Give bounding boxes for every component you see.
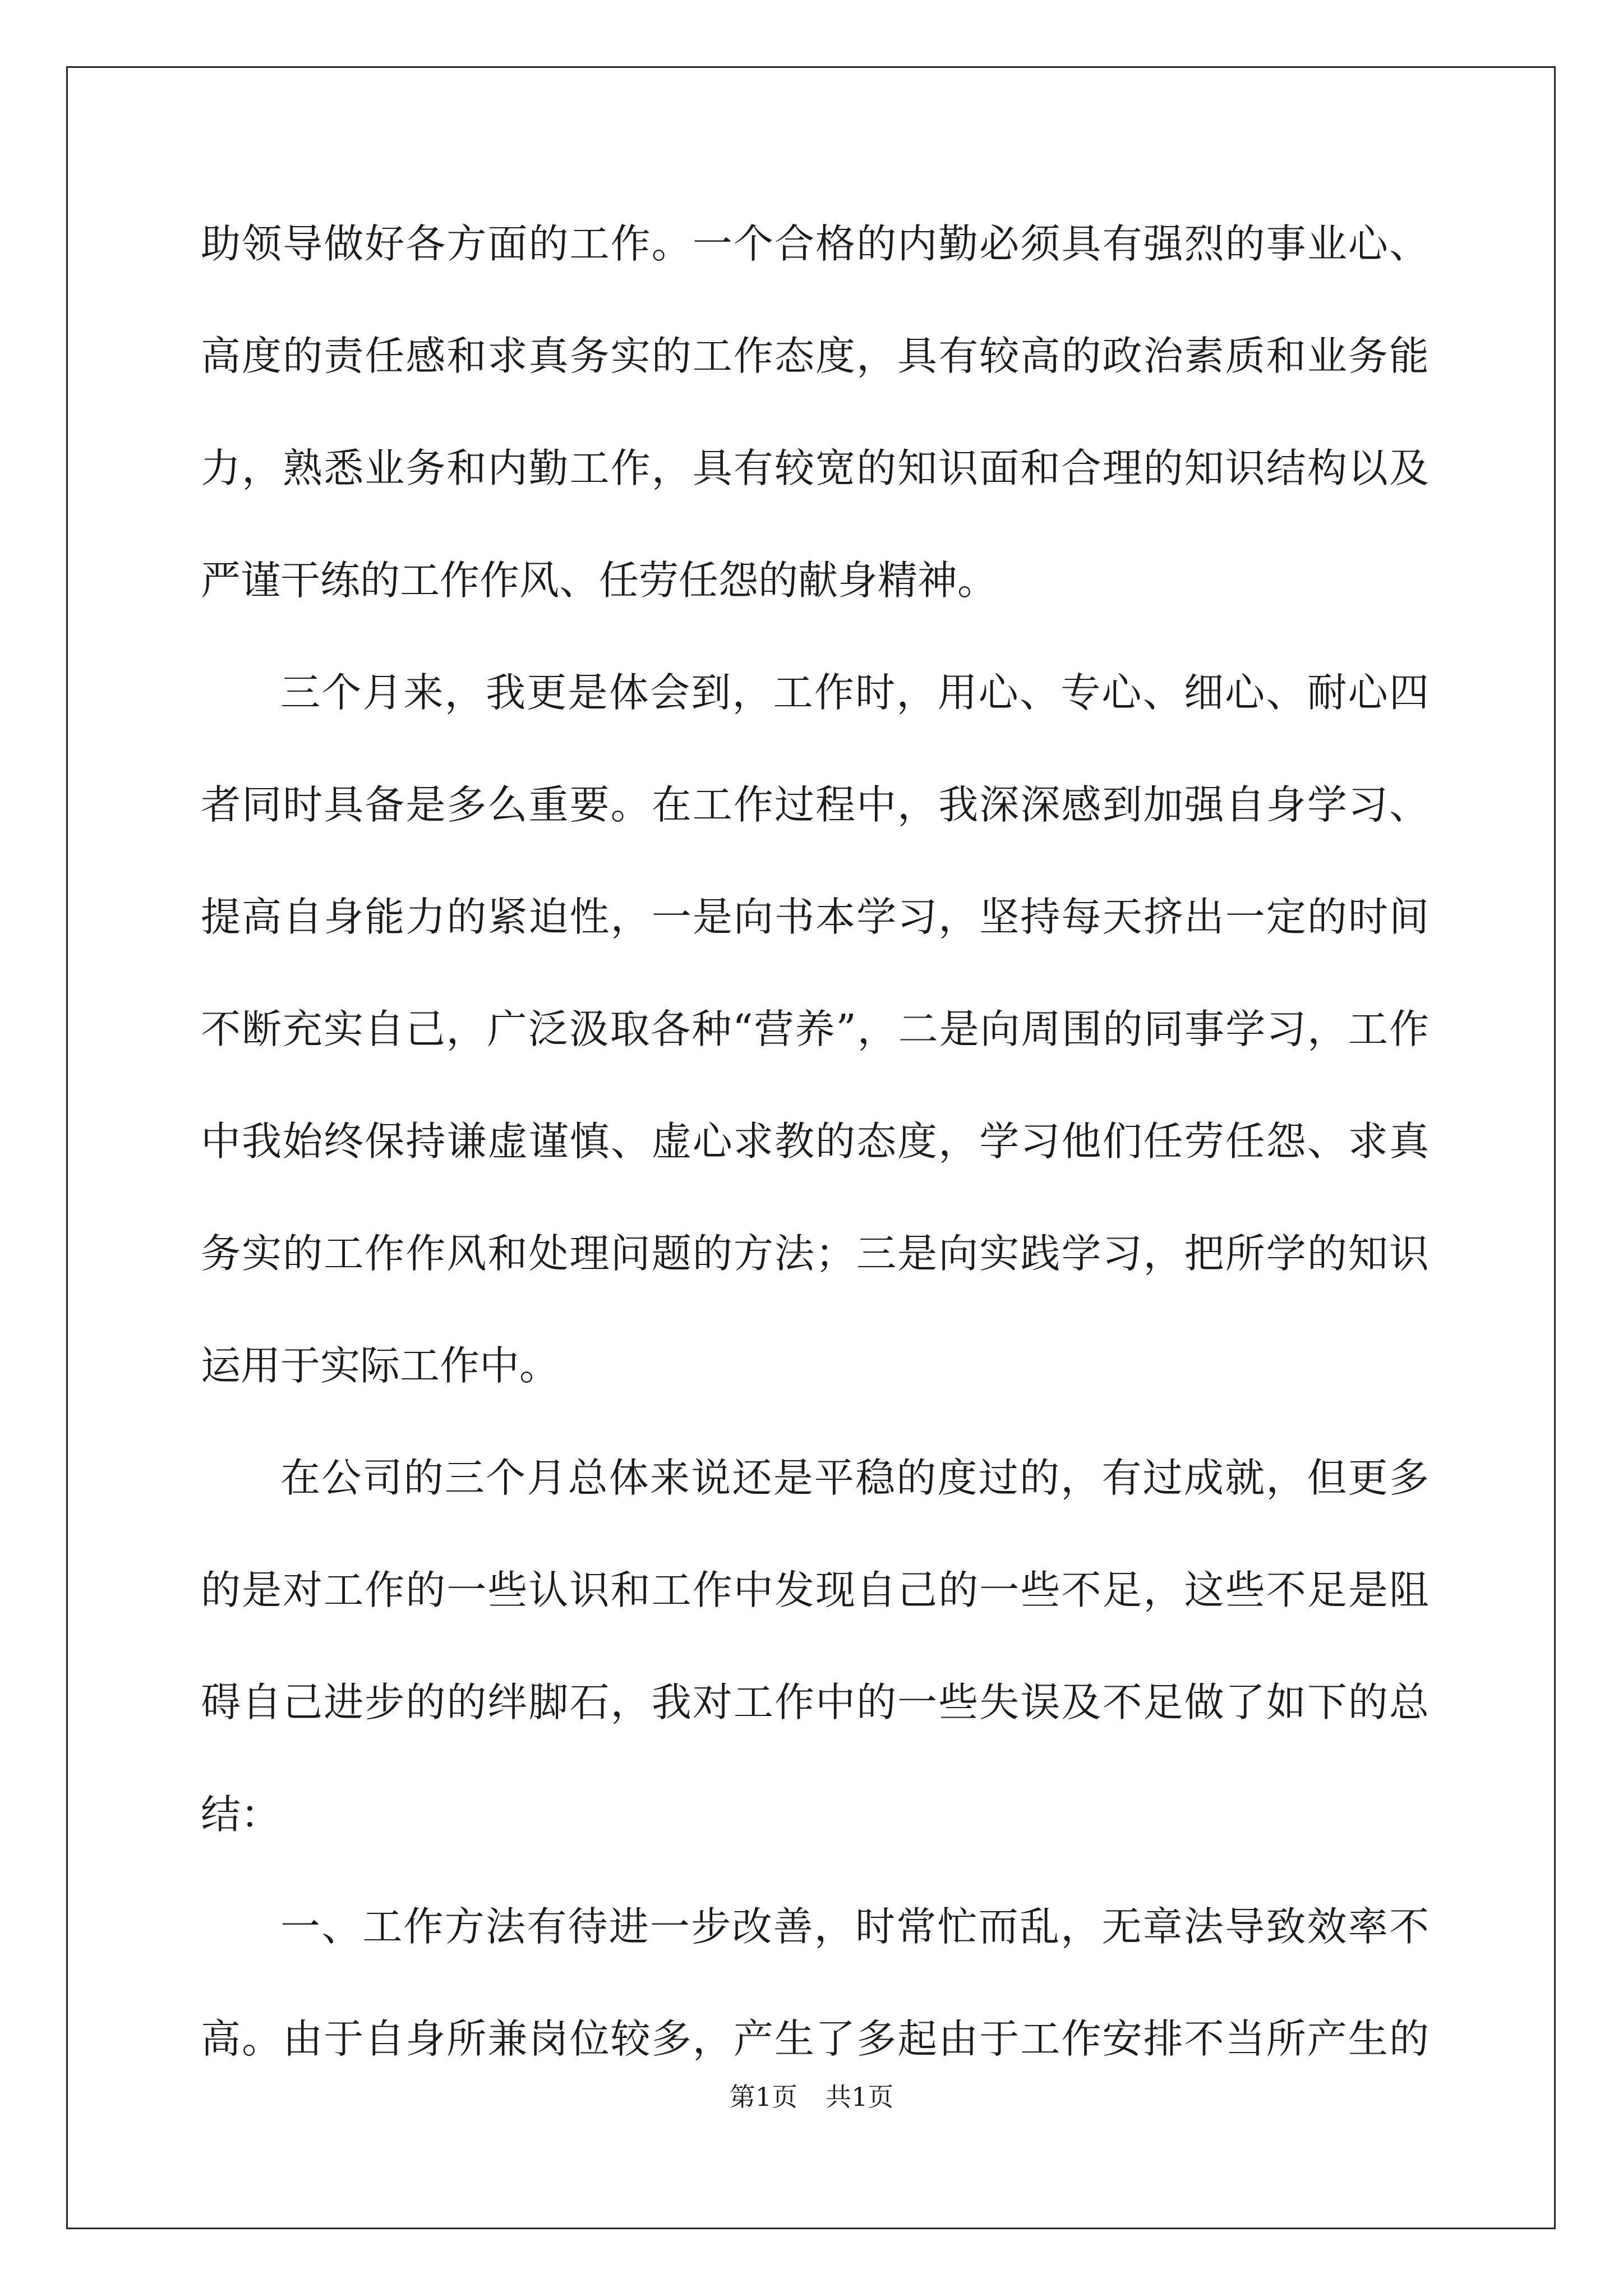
text-line: 力，熟悉业务和内勤工作，具有较宽的知识面和合理的知识结构以及 [201,445,1429,491]
text-line: 助领导做好各方面的工作。一个合格的内勤必须具有强烈的事业心、 [201,220,1429,267]
text-line: 运用于实际工作中。 [201,1342,560,1389]
text-line: 高。由于自身所兼岗位较多，产生了多起由于工作安排不当所产生的 [201,2016,1429,2062]
text-line: 碍自己进步的的绊脚石，我对工作中的一些失误及不足做了如下的总 [201,1679,1429,1726]
text-line: 严谨干练的工作作风、任劳任怨的献身精神。 [201,557,998,604]
paragraph-start-line: 一、工作方法有待进一步改善，时常忙而乱，无章法导致效率不 [280,1903,1429,1950]
text-line: 提高自身能力的紧迫性，一是向书本学习，坚持每天挤出一定的时间 [201,894,1429,940]
page-number: 第1页 [729,2082,797,2112]
text-line: 的是对工作的一些认识和工作中发现自己的一些不足，这些不足是阻 [201,1567,1429,1613]
text-line: 高度的责任感和求真务实的工作态度，具有较高的政治素质和业务能 [201,333,1429,379]
text-line: 不断充实自己，广泛汲取各种“营养”，二是向周围的同事学习，工作 [201,1006,1429,1052]
paragraph-start-line: 三个月来，我更是体会到，工作时，用心、专心、细心、耐心四 [280,669,1429,716]
text-line: 中我始终保持谦虚谨慎、虚心求教的态度，学习他们任劳任怨、求真 [201,1118,1429,1165]
text-line: 结： [201,1791,281,1838]
text-line: 务实的工作作风和处理问题的方法；三是向实践学习，把所学的知识 [201,1230,1429,1277]
document-body [201,210,1429,2118]
paragraph-start-line: 在公司的三个月总体来说还是平稳的度过的，有过成就，但更多 [280,1455,1429,1501]
page-footer [0,2080,1623,2114]
text-line: 者同时具备是多么重要。在工作过程中，我深深感到加强自身学习、 [201,781,1429,828]
page-total: 共1页 [826,2082,894,2112]
